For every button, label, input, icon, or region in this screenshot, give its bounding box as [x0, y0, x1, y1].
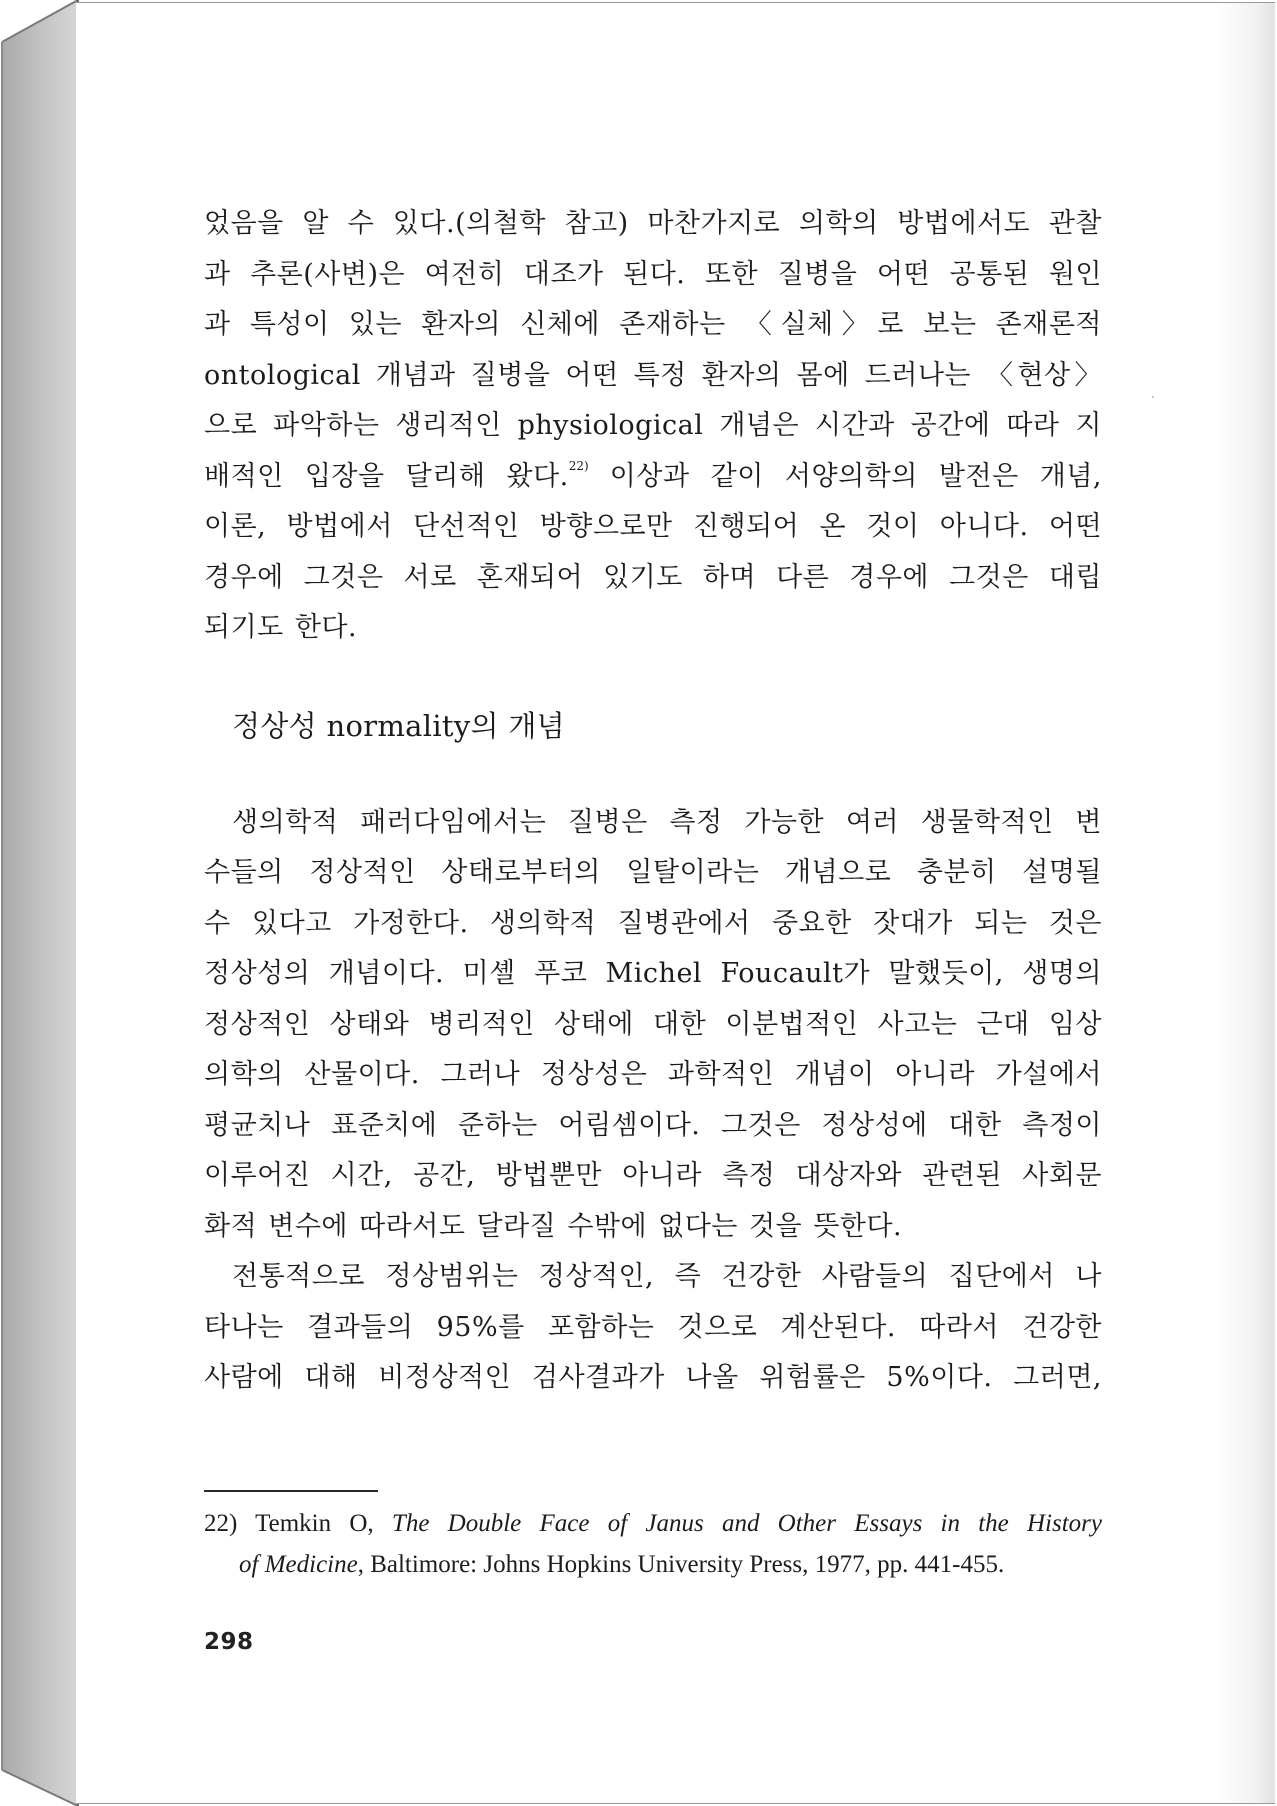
- text-line: 정상적인 상태와 병리적인 상태에 대한 이분법적인 사고는 근대 임상: [204, 1008, 1102, 1040]
- footnote-publisher: , Baltimore: Johns Hopkins University Press, 1977, pp. 441-455.: [357, 1551, 1005, 1578]
- footnote-number: 22): [204, 1510, 238, 1537]
- text-line: 이론, 방법에서 단선적인 방향으로만 진행되어 온 것이 아니다. 어떤: [204, 511, 1102, 542]
- page-body: [204, 199, 1102, 1404]
- footnote-title: of Medicine: [239, 1551, 358, 1578]
- text-segment: 이상과 같이 서양의학의 발전은 개념,: [588, 460, 1102, 492]
- text-line: [204, 452, 1102, 503]
- page-number: 298: [204, 1629, 254, 1655]
- paragraph-1: [204, 199, 1102, 654]
- footnote-line: [204, 1544, 1102, 1585]
- text-line: 타나는 결과들의 95%를 포함하는 것으로 계산된다. 따라서 건강한: [204, 1311, 1102, 1343]
- text-line: 의학의 산물이다. 그러나 정상성은 과학적인 개념이 아니라 가설에서: [204, 1059, 1102, 1090]
- text-line: 과 특성이 있는 환자의 신체에 존재하는 〈실체〉로 보는 존재론적: [204, 309, 1102, 340]
- text-line: 생의학적 패러다임에서는 질병은 측정 가능한 여러 생물학적인 변: [232, 806, 1102, 838]
- text-line: 수들의 정상적인 상태로부터의 일탈이라는 개념으로 충분히 설명될: [204, 857, 1102, 888]
- text-line: 수 있다고 가정한다. 생의학적 질병관에서 중요한 잣대가 되는 것은: [204, 907, 1102, 939]
- footnote-author: Temkin O,: [237, 1510, 392, 1537]
- scan-speck: [1152, 396, 1154, 398]
- text-line: 정상성의 개념이다. 미셸 푸코 Michel Foucault가 말했듯이, 생명의: [204, 958, 1102, 989]
- footnote-divider: [204, 1490, 378, 1492]
- footnote-line: [204, 1503, 1102, 1544]
- book-spine: [0, 0, 80, 1806]
- text-line: 경우에 그것은 서로 혼재되어 있기도 하며 다른 경우에 그것은 대립: [204, 561, 1102, 593]
- text-line: 었음을 알 수 있다.(의철학 참고) 마찬가지로 의학의 방법에서도 관찰: [204, 208, 1102, 239]
- section-heading: 정상성 normality의 개념: [232, 708, 565, 743]
- text-line: 이루어진 시간, 공간, 방법뿐만 아니라 측정 대상자와 관련된 사회문: [204, 1160, 1102, 1191]
- footnote-reference: 22): [568, 458, 589, 473]
- footnote-title: The Double Face of Janus and Other Essays in the History: [391, 1510, 1102, 1537]
- text-line: 사람에 대해 비정상적인 검사결과가 나올 위험률은 5%이다. 그러면,: [204, 1362, 1102, 1393]
- text-line: 되기도 한다.: [204, 612, 358, 643]
- text-line: 과 추론(사변)은 여전히 대조가 된다. 또한 질병을 어떤 공통된 원인: [204, 258, 1102, 290]
- paragraph-3: [204, 1252, 1102, 1404]
- text-line: 으로 파악하는 생리적인 physiological 개념은 시간과 공간에 따라 지: [204, 410, 1102, 441]
- text-line: ontological 개념과 질병을 어떤 특정 환자의 몸에 드러나는 〈현상〉: [204, 359, 1102, 391]
- footnote-22: [204, 1503, 1102, 1585]
- text-line: 화적 변수에 따라서도 달라질 수밖에 없다는 것을 뜻한다.: [204, 1210, 903, 1242]
- paragraph-2: [204, 798, 1102, 1253]
- text-line: 전통적으로 정상범위는 정상적인, 즉 건강한 사람들의 집단에서 나: [232, 1261, 1102, 1292]
- text-segment: 배적인 입장을 달리해 왔다.: [204, 460, 569, 492]
- text-line: 평균치나 표준치에 준하는 어림셈이다. 그것은 정상성에 대한 측정이: [204, 1109, 1102, 1141]
